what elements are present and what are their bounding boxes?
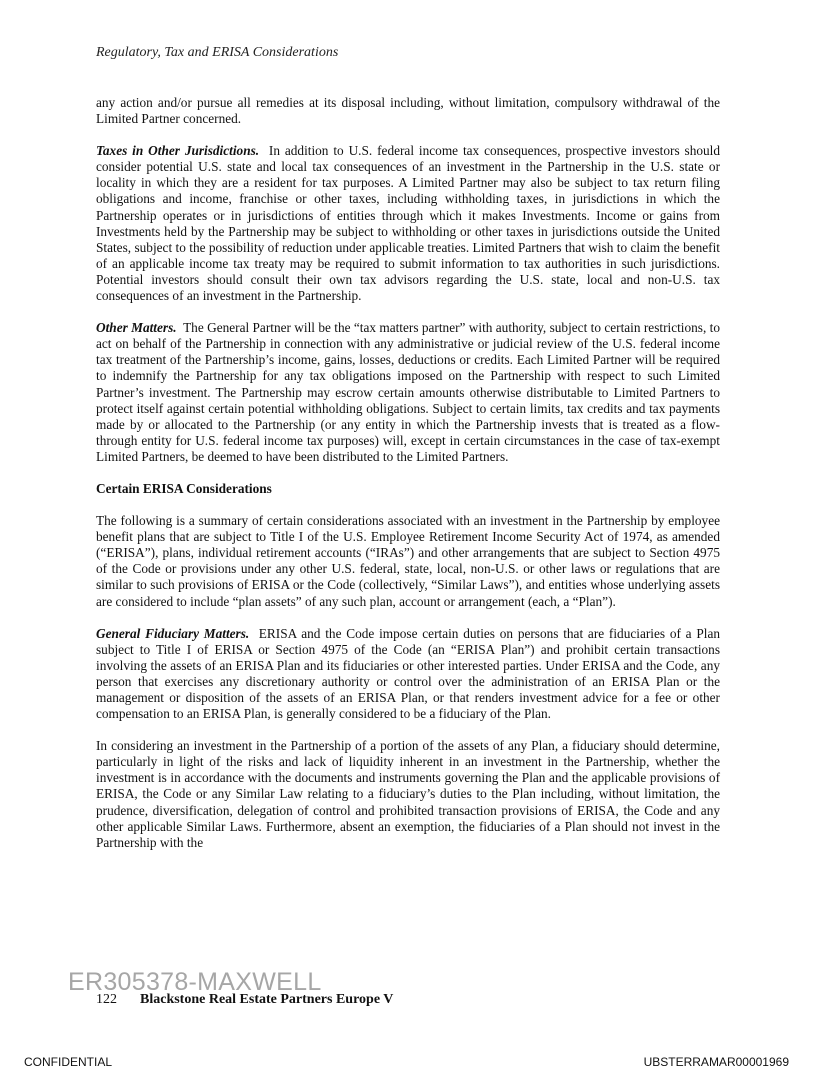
confidential-stamp: CONFIDENTIAL [24, 1055, 113, 1069]
taxes-other-jurisdictions-paragraph [96, 143, 720, 304]
page-number: 122 [96, 992, 117, 1007]
other-matters-text: The General Partner will be the “tax matters partner” with authority, subject to certain restrictions, to act on behalf of the Partnership in connection with any administrative or judicial review of the U.S. federal income tax treatment of the Partnership’s income, gains, losses, deductions or credits. Each Limited Partner will be required to indemnify the Partnership for any tax obligations imposed on the Partnership with respect to such Limited Partner’s investment. The Partnership may escrow certain amounts otherwise distributable to Limited Partners to protect itself against certain potential withholding obligations. Subject to certain limits, tax credits and tax payments made by or allocated to the Partnership (or any entity in which the Partnership invests that is treated as a flow-through entity for U.S. federal income tax purposes) will, except in certain circumstances in the case of tax-exempt Limited Partners, be deemed to have been distributed to the Limited Partners. [96, 320, 720, 464]
erisa-section-title: Certain ERISA Considerations [96, 480, 272, 496]
running-header: Regulatory, Tax and ERISA Considerations [96, 45, 339, 60]
taxes-other-jurisdictions-heading: Taxes in Other Jurisdictions. [96, 143, 260, 159]
footer-document-title: Blackstone Real Estate Partners Europe V [140, 992, 394, 1007]
general-fiduciary-paragraph [96, 626, 720, 723]
other-matters-heading: Other Matters. [96, 320, 177, 336]
bates-number: UBSTERRAMAR00001969 [643, 1055, 789, 1069]
erisa-summary-paragraph: The following is a summary of certain considerations associated with an investment in the Partnership by employee benefit plans that are subject to Title I of the U.S. Employee Retirement Income Security Act of 1974, as amended (“ERISA”), plans, individual retirement accounts (“IRAs”) and other arrangements that are subject to Section 4975 of the Code or provisions under any other U.S. federal, state, local, non-U.S. or other laws or regulations that are similar to such provisions of ERISA or the Code (collectively, “Similar Laws”), and entities whose underlying assets are considered to include “plan assets” of any such plan, account or arrangement (each, a “Plan”). [96, 513, 720, 609]
general-fiduciary-text: ERISA and the Code impose certain duties on persons that are fiduciaries of a Plan subject to Title I of ERISA or Section 4975 of the Code (an “ERISA Plan”) and prohibit certain transactions involving the assets of an ERISA Plan and its fiduciaries or other interested parties. Under ERISA and the Code, any person that exercises any discretionary authority or control over the administration of an ERISA Plan or the management or disposition of the assets of an ERISA Plan, or that renders investment advice for a fee or other compensation to an ERISA Plan, is generally considered to be a fiduciary of the Plan. [96, 625, 720, 722]
page-body [96, 95, 720, 867]
intro-paragraph: any action and/or pursue all remedies at its disposal including, without limitation, compulsory withdrawal of the Limited Partner concerned. [96, 95, 720, 127]
page-footer [96, 992, 393, 1008]
general-fiduciary-heading: General Fiduciary Matters. [96, 625, 250, 641]
bates-watermark: ER305378-MAXWELL [68, 968, 322, 996]
considering-investment-paragraph: In considering an investment in the Partnership of a portion of the assets of any Plan, a fiduciary should determine, particularly in light of the risks and lack of liquidity inherent in an investment in the Partnership, whether the investment is in accordance with the documents and instruments governing the Plan and the applicable provisions of ERISA, the Code or any Similar Law relating to a fiduciary’s duties to the Plan including, without limitation, the prudence, diversification, delegation of control and prohibited transaction provisions of ERISA, the Code and any other applicable Similar Laws. Furthermore, absent an exemption, the fiduciaries of a Plan should not invest in the Partnership with the [96, 738, 720, 850]
taxes-other-jurisdictions-text: In addition to U.S. federal income tax consequences, prospective investors should consider potential U.S. state and local tax consequences of an investment in the Partnership in the U.S. state or locality in which they are a resident for tax purposes. A Limited Partner may also be subject to tax return filing obligations and income, franchise or other taxes, including withholding taxes, in jurisdictions in which the Partnership operates or in jurisdictions of entities through which it makes Investments. Income or gains from Investments held by the Partnership may be subject to withholding or other taxes in jurisdictions outside the United States, subject to the possibility of reduction under applicable treaties. Limited Partners that wish to claim the benefit of an applicable income tax treaty may be required to submit information to tax authorities in such jurisdictions. Potential investors should consult their own tax advisors regarding the U.S. state, local and non-U.S. tax consequences of an investment in the Partnership. [96, 143, 720, 304]
other-matters-paragraph [96, 320, 720, 465]
